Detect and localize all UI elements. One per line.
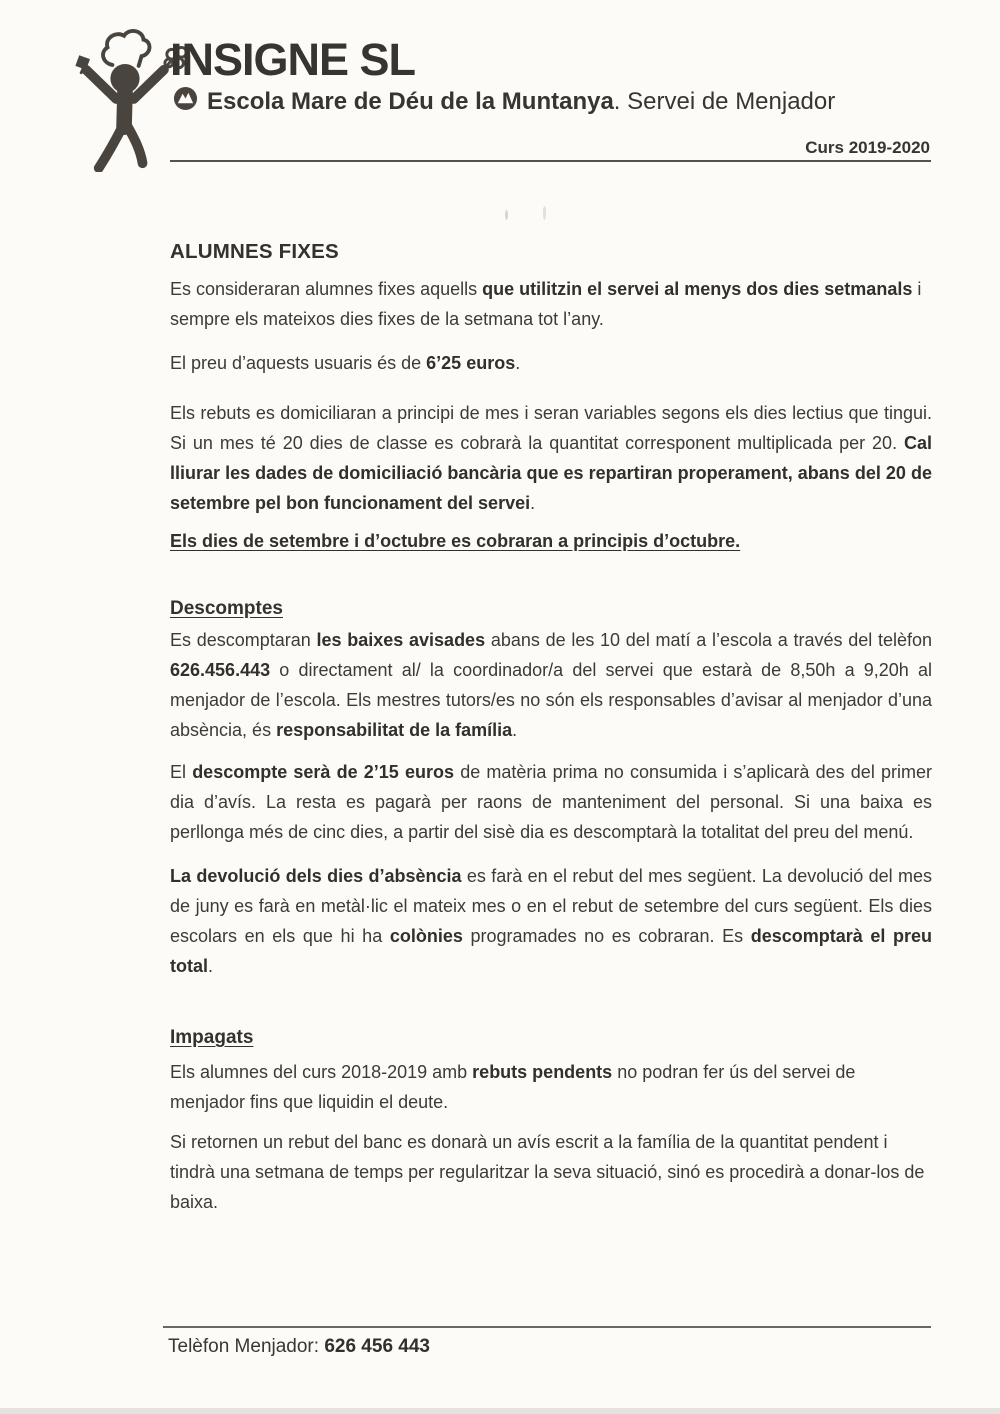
text-run: . bbox=[208, 956, 214, 976]
text-run: El preu d’aquests usuaris és de bbox=[170, 353, 427, 373]
text-run: Si retornen un rebut del banc es donarà un avís escrit a la família de la quantitat pendent i tindrà una setmana de temps per regularitzar la seva situació, sinó es procedirà a donar-los de baixa. bbox=[170, 1132, 925, 1212]
paragraph-devolucio bbox=[170, 861, 932, 981]
text-run: colònies bbox=[389, 926, 463, 946]
paragraph-price bbox=[170, 348, 932, 378]
text-run: Es descomptaran bbox=[170, 630, 317, 650]
text-run: abans de les 10 del matí a l’escola a través del telèfon bbox=[485, 630, 932, 650]
text-run: 626.456.443 bbox=[170, 660, 271, 680]
service-name: . Servei de Menjador bbox=[613, 88, 836, 115]
text-run: Cal lliurar les dades de domiciliació bancària que es repartiran properament, abans del 20 de setembre pel bon funcionament del servei bbox=[170, 433, 932, 513]
header-rule bbox=[170, 160, 931, 162]
footer-phone-label: Telèfon Menjador: bbox=[168, 1336, 325, 1357]
text-run: rebuts pendents bbox=[472, 1062, 613, 1082]
footer-phone-number: 626 456 443 bbox=[324, 1336, 430, 1357]
paragraph-fixes-definition bbox=[170, 274, 932, 334]
school-title-line bbox=[173, 86, 835, 118]
paragraph-setembre-octubre bbox=[170, 526, 932, 556]
text-run: Els dies de setembre i d’octubre es cobraran a principis d’octubre. bbox=[170, 531, 741, 551]
paragraph-rebuts-domiciliacio bbox=[170, 398, 932, 518]
scan-speck bbox=[505, 210, 508, 220]
footer-rule bbox=[163, 1326, 931, 1328]
text-run: . bbox=[512, 720, 518, 740]
paragraph-rebut-retornat bbox=[170, 1127, 932, 1217]
company-name: INSIGNE SL bbox=[170, 34, 416, 85]
school-name bbox=[207, 88, 835, 116]
text-run: les baixes avisades bbox=[316, 630, 486, 650]
text-run: i sempre els mateixos dies fixes de la setmana tot l’any. bbox=[170, 279, 922, 329]
text-run: o directament al/ la coordinador/a del servei que estarà de 8,50h a 9,20h al menjador de l’escola. Els mestres tutors/es no són els responsables d’avisar al menjador d’una absència, és bbox=[170, 660, 932, 740]
section-title-descomptes: Descomptes bbox=[170, 598, 283, 619]
text-run: Els rebuts es domiciliaran a principi de mes i seran variables segons els dies lectius que tingui. Si un mes té 20 dies de classe es cobrarà la quantitat corresponent multiplicada per 20. bbox=[170, 403, 932, 453]
footer-phone-line bbox=[168, 1336, 430, 1358]
text-run: . bbox=[530, 493, 536, 513]
text-run: . bbox=[515, 353, 521, 373]
paragraph-descompte-import bbox=[170, 757, 932, 847]
text-run: que utilitzin el servei al menys dos dies setmanals bbox=[482, 279, 913, 299]
text-run: es farà en el rebut del mes següent. La devolució del mes de juny es farà en metàl·lic el mateix mes o en el rebut de setembre del curs següent. Els dies escolars en els que hi ha bbox=[170, 866, 932, 946]
text-run: de matèria prima no consumida i s’aplicarà des del primer dia d’avís. La resta es pagarà per raons de manteniment del personal. Si una baixa es perllonga més de cinc dies, a partir del sisè dia es descomptarà la totalitat del preu del menú. bbox=[170, 762, 932, 842]
text-run: Els alumnes del curs 2018-2019 amb bbox=[170, 1062, 473, 1082]
section-title-impagats: Impagats bbox=[170, 1027, 254, 1048]
text-run: descomptarà el preu total bbox=[170, 926, 932, 976]
text-run: no podran fer ús del servei de menjador fins que liquidin el deute. bbox=[170, 1062, 856, 1112]
scan-speck bbox=[543, 206, 546, 220]
school-emblem-icon bbox=[173, 86, 198, 118]
course-year-label: Curs 2019-2020 bbox=[805, 138, 930, 157]
paragraph-rebuts-pendents bbox=[170, 1057, 932, 1117]
text-run: descompte serà de 2’15 euros bbox=[192, 762, 455, 782]
text-run: La devolució dels dies d’absència bbox=[170, 866, 462, 886]
paragraph-baixes-avisades bbox=[170, 625, 932, 745]
document-body bbox=[170, 240, 932, 1231]
text-run: responsabilitat de la família bbox=[276, 720, 513, 740]
text-run: programades no es cobraran. Es bbox=[462, 926, 751, 946]
text-run: 6’25 euros bbox=[426, 353, 516, 373]
section-title-alumnes-fixes: ALUMNES FIXES bbox=[170, 240, 339, 263]
text-run: Es consideraran alumnes fixes aquells bbox=[170, 279, 483, 299]
school-name-bold: Escola Mare de Déu de la Muntanya bbox=[207, 88, 614, 115]
text-run: El bbox=[170, 762, 193, 782]
